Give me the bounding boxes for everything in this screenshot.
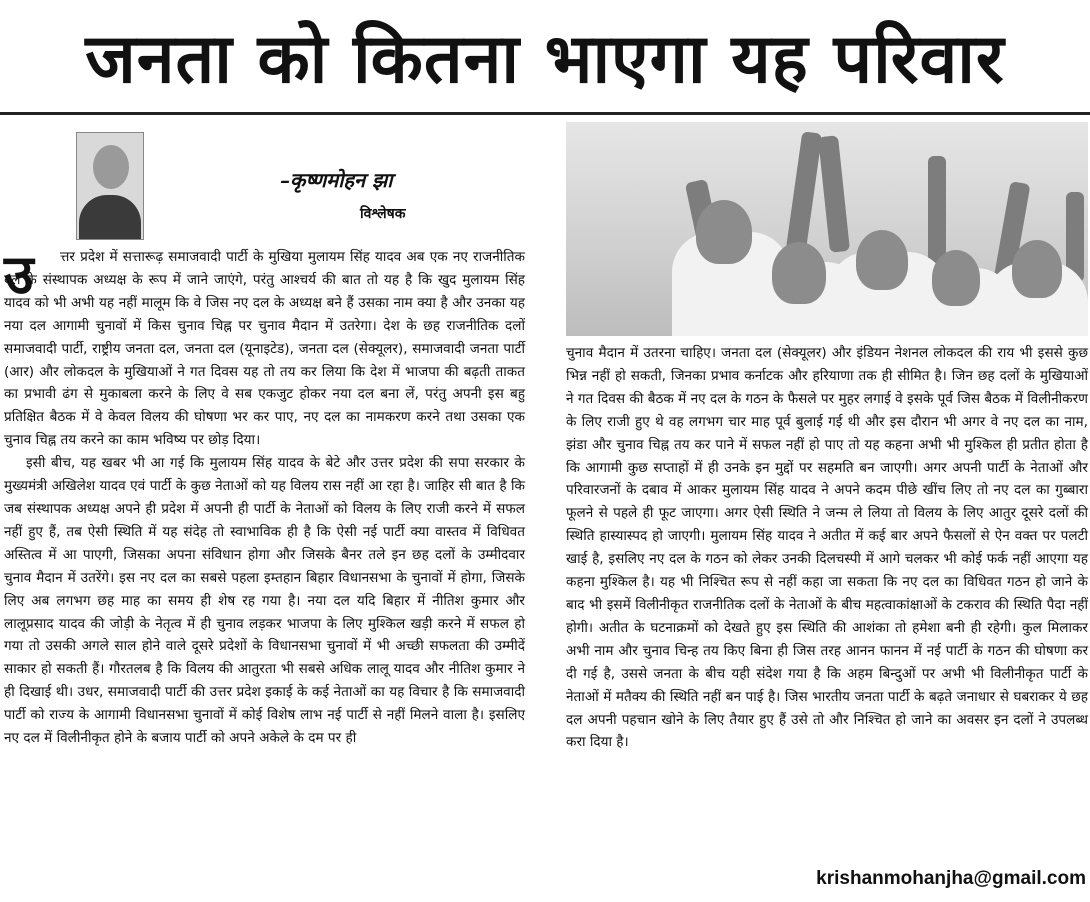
author-photo [76, 132, 144, 240]
byline: –कृष्णमोहन झा [280, 168, 393, 192]
column-2-paragraph-1: चुनाव मैदान में उतरना चाहिए। जनता दल (सेक्यूलर) और इंडियन नेशनल लोकदल की राय भी इससे कुछ भिन्न नहीं हो सकती, जिनका प्रभाव कर्नाटक और हरियाणा तक ही सीमित है। जिन छह दलों के मुखियाओं ने गत दिवस की बैठक में नए दल के गठन के फैसले पर मुहर लगाई वे इसके पूर्व जिस बैठक में विलीनीकरण के लिए राजी हुए थे वह लगभग चार माह पूर्व बुलाई गई थी और इस दौरान भी अगर वे नए दल का नाम, झंडा और चुनाव चिह्न तय कर पाने में सफल नहीं हो पाए तो यह कहना अभी भी मुश्किल ही प्रतीत होता है कि आगामी कुछ सप्ताहों में ही उनके इन मुद्दों पर सहमति बन जाएगी। अगर अपनी पार्टी के नेताओं और परिवारजनों के दबाव में आकर मुलायम सिंह यादव ने अपने कदम पीछे खींच लिए तो नए दल का गुब्बारा फूलने से पहले ही फूट जाएगा। अगर ऐसी स्थिति ने जन्म ले लिया तो विलय के लिए आतुर दूसरे दलों की स्थिति हास्यास्पद हो जाएगी। मुलायम सिंह यादव ने अतीत में कई बार अपने फैसलों से ऐन वक्त पर पलटी खाई है, इसलिए नए दल के गठन को लेकर उनकी दिलचस्पी में आगे चलकर भी कोई फर्क नहीं आएगा यह कहना मुश्किल है। यह भी निश्चित रूप से नहीं कहा जा सकता कि नए दल का विधिवत गठन हो जाने के बाद भी इसमें विलीनीकृत राजनीतिक दलों के नेताओं के बीच महत्वाकांक्षाओं के टकराव की स्थिति पैदा नहीं होगी। अतीत के घटनाक्रमों को देखते हुए इस स्थिति की आशंका तो हमेशा बनी ही रहेगी। कुल मिलाकर अभी नाम और चुनाव चिन्ह तय किए बिना ही जिस तरह आनन फानन में नई पार्टी के गठन की घोषणा कर दी गई है, उससे जनता के बीच यही संदेश गया है कि अहम बिन्दुओं पर अभी भी विलीनीकृत पार्टी के नेताओं में मतैक्य की स्थिति नहीं बन पाई है। जिस भारतीय जनता पार्टी के बढ़ते जनाधार से घबराकर ये छह दल अपनी पहचान खोने के लिए तैयार हुए हैं उसे तो और निश्चित हो जाने का अवसर इन दलों ने उपलब्ध करा दिया है। [566, 345, 1088, 751]
article-column-1 [4, 243, 525, 750]
column-1-paragraph-2: इसी बीच, यह खबर भी आ गई कि मुलायम सिंह यादव के बेटे और उत्तर प्रदेश की सपा सरकार के मुख्यमंत्री अखिलेश यादव एवं पार्टी के कुछ नेताओं को यह विलय रास नहीं आ रहा है। जाहिर सी बात है कि जब संस्थापक अध्यक्ष अपने ही प्रदेश में अपनी ही पार्टी के नेताओं को विलय के लिए राजी करने में सफल नहीं हुए हैं, तब ऐसी स्थिति में यह संदेह तो स्वाभाविक ही है कि ऐसी नई पार्टी क्या वास्तव में विधिवत अस्तित्व में आ पाएगी, जिसका अपना संविधान होगा और जिसके बैनर तले इन छह दलों के उम्मीदवार चुनाव मैदान में उतरेंगे। इस नए दल का सबसे पहला इम्तहान बिहार विधानसभा के चुनावों में होगा, जिसके लिए अब लगभग छह माह का समय ही शेष रह गया है। नया दल यदि बिहार में नीतिश कुमार और लालूप्रसाद यादव की जोड़ी के नेतृत्व में ही चुनाव लड़कर भाजपा के लिए मुश्किल खड़ी करने में सफल हो गया तो उसकी अगले साल होने वाले दूसरे प्रदेशों के विधानसभा चुनावों में भी अच्छी सफलता की उम्मीदें साकार हो सकती हैं। गौरतलब है कि विलय की आतुरता भी सबसे अधिक लालू यादव और नीतिश कुमार ने ही दिखाई थी। उधर, समाजवादी पार्टी की उत्तर प्रदेश इकाई के कई नेताओं का यह विचार है कि समाजवादी पार्टी को राज्य के आगामी विधानसभा चुनावों में कोई विशेष लाभ नई पार्टी से नहीं मिलने वाला है। इसलिए नए दल में विलीनीकृत होने के बजाय पार्टी को अपने अकेले के दम पर ही [4, 455, 525, 747]
author-email: krishanmohanjha@gmail.com [816, 868, 1086, 889]
headline: जनता को कितना भाएगा यह परिवार [85, 20, 1005, 99]
headline-rule [0, 112, 1090, 115]
drop-cap: उ [4, 243, 34, 306]
column-1-paragraph-1: त्तर प्रदेश में सत्तारूढ़ समाजवादी पार्टी के मुखिया मुलायम सिंह यादव अब एक नए राजनीतिक दल के संस्थापक अध्यक्ष के रूप में जाने जाएंगे, परंतु आश्चर्य की बात तो यह है कि खुद मुलायम सिंह यादव को भी अभी यह नहीं मालूम कि वे जिस नए दल के अध्यक्ष बने हैं उसका नाम क्या है और उनका यह नया दल आगामी चुनावों में किस चुनाव चिह्न पर चुनाव मैदान में उतरेगा। देश के छह राजनीतिक दलों समाजवादी पार्टी, राष्ट्रीय जनता दल, जनता दल (यूनाइटेड), जनता दल (सेक्यूलर), समाजवादी जनता पार्टी (आर) और लोकदल के मुखियाओं ने गत दिवस यह तो तय कर लिया कि देश में भाजपा की बढ़ती ताकत का प्रभावी ढंग से मुकाबला करने के लिए वे सब एकजुट होकर नया दल बना लें, परंतु अपनी इस बहु प्रतिक्षित बैठक में वे केवल विलय की घोषणा भर कर पाए, नए दल का नामकरण करने तथा उसका एक चुनाव चिह्न तय करने का काम भविष्य पर छोड़ दिया। [4, 249, 525, 449]
author-face [93, 145, 129, 189]
author-role: विश्लेषक [360, 206, 406, 222]
author-suit [79, 195, 141, 240]
article-column-2 [566, 342, 1088, 754]
leaders-photo [566, 122, 1088, 336]
